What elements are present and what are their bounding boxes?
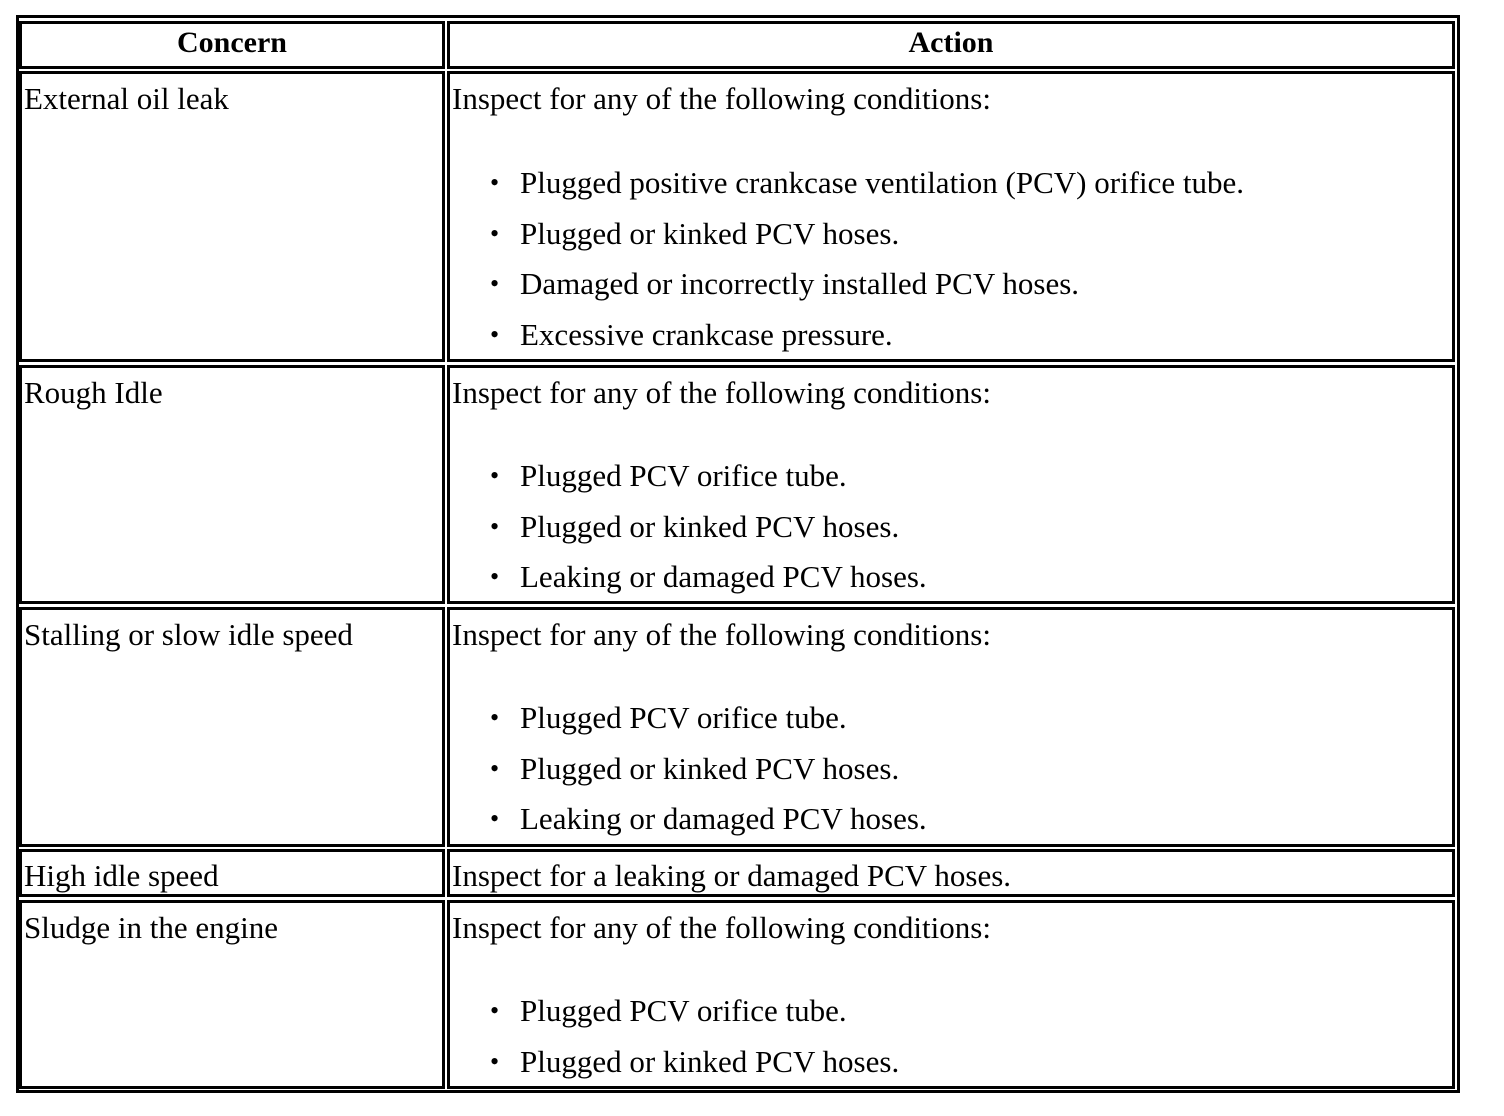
table-row-concern	[19, 607, 445, 847]
list-item	[450, 560, 927, 611]
bullet-icon: •	[490, 996, 500, 1025]
table-row-action	[447, 900, 1455, 1089]
list-item	[450, 166, 1244, 217]
bullet-icon: •	[490, 753, 500, 783]
concern-text: Stalling or slow idle speed	[24, 617, 353, 652]
bullet-icon: •	[490, 269, 500, 298]
concern-text: Sludge in the engine	[24, 910, 278, 945]
condition-list	[450, 994, 899, 1095]
action-intro: Inspect for any of the following conditions:	[452, 81, 991, 116]
condition-text: Damaged or incorrectly installed PCV hoses.	[520, 266, 1080, 301]
bullet-icon: •	[490, 319, 500, 349]
bullet-icon: •	[490, 1046, 500, 1076]
table-row-action	[447, 365, 1455, 604]
bullet-icon: •	[490, 511, 500, 541]
bullet-icon: •	[490, 562, 500, 591]
table-row-concern	[19, 900, 445, 1089]
list-item	[450, 217, 1244, 268]
list-item	[450, 701, 927, 752]
concern-text: High idle speed	[24, 858, 219, 893]
condition-text: Plugged or kinked PCV hoses.	[520, 1043, 900, 1079]
bullet-icon: •	[490, 168, 500, 197]
action-intro: Inspect for any of the following conditions:	[452, 910, 991, 945]
bullet-icon: •	[490, 703, 500, 732]
header-concern	[19, 21, 445, 69]
header-action	[447, 21, 1455, 69]
table-row-action	[447, 607, 1455, 847]
table-row-action	[447, 71, 1455, 362]
list-item	[450, 510, 927, 561]
list-item	[450, 1045, 899, 1096]
bullet-icon: •	[490, 804, 500, 833]
condition-text: Plugged or kinked PCV hoses.	[520, 750, 900, 786]
bullet-icon: •	[490, 461, 500, 490]
action-intro: Inspect for a leaking or damaged PCV hoses.	[452, 858, 1012, 893]
condition-text: Plugged PCV orifice tube.	[520, 458, 847, 493]
header-concern-label: Concern	[177, 26, 287, 59]
condition-text: Plugged PCV orifice tube.	[520, 993, 847, 1028]
table-row-concern	[19, 365, 445, 604]
condition-text: Plugged positive crankcase ventilation (PCV) orifice tube.	[520, 165, 1245, 200]
condition-list	[450, 459, 927, 611]
table-row-concern	[19, 71, 445, 362]
condition-text: Plugged PCV orifice tube.	[520, 700, 847, 735]
list-item	[450, 994, 899, 1045]
list-item	[450, 802, 927, 853]
action-intro: Inspect for any of the following conditions:	[452, 375, 991, 410]
list-item	[450, 752, 927, 803]
condition-text: Leaking or damaged PCV hoses.	[520, 801, 927, 836]
condition-list	[450, 166, 1244, 368]
condition-text: Plugged or kinked PCV hoses.	[520, 508, 900, 544]
action-intro: Inspect for any of the following conditions:	[452, 617, 991, 652]
condition-list	[450, 701, 927, 853]
condition-text: Excessive crankcase pressure.	[520, 316, 893, 352]
header-action-label: Action	[908, 26, 994, 59]
list-item	[450, 459, 927, 510]
bullet-icon: •	[490, 218, 500, 248]
condition-text: Plugged or kinked PCV hoses.	[520, 215, 900, 251]
list-item	[450, 267, 1244, 318]
concern-text: Rough Idle	[24, 375, 163, 410]
table-row-concern	[19, 849, 445, 897]
condition-text: Leaking or damaged PCV hoses.	[520, 559, 927, 594]
table-row-action	[447, 849, 1455, 897]
concern-text: External oil leak	[24, 81, 229, 116]
list-item	[450, 318, 1244, 369]
